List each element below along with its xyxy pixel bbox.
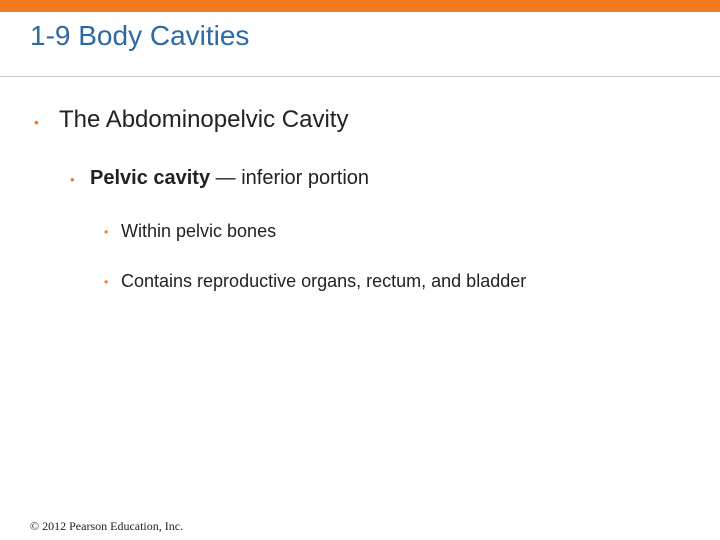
- bullet-level2-rest: — inferior portion: [210, 167, 370, 189]
- bullet-dot-icon: •: [70, 172, 75, 187]
- bullet-level2: [70, 167, 369, 190]
- bullet-level2-text: [90, 167, 369, 189]
- bullet-dot-icon: •: [104, 275, 109, 289]
- bullet-level3-a: [104, 221, 276, 242]
- bullet-level1-text: The Abdominopelvic Cavity: [59, 106, 349, 133]
- slide-title: 1-9 Body Cavities: [30, 20, 250, 51]
- bullet-level3-b-text: Contains reproductive organs, rectum, and bladder: [121, 271, 527, 291]
- bullet-level2-bold-term: Pelvic cavity: [90, 167, 211, 189]
- bullet-level1: [34, 106, 348, 134]
- bullet-level3-a-text: Within pelvic bones: [121, 221, 277, 241]
- top-accent-bar: [0, 0, 720, 12]
- bullet-dot-icon: •: [104, 225, 109, 239]
- copyright-footer: © 2012 Pearson Education, Inc.: [30, 519, 184, 533]
- title-divider: [0, 76, 720, 77]
- bullet-level3-b: [104, 271, 526, 292]
- bullet-dot-icon: •: [34, 114, 39, 130]
